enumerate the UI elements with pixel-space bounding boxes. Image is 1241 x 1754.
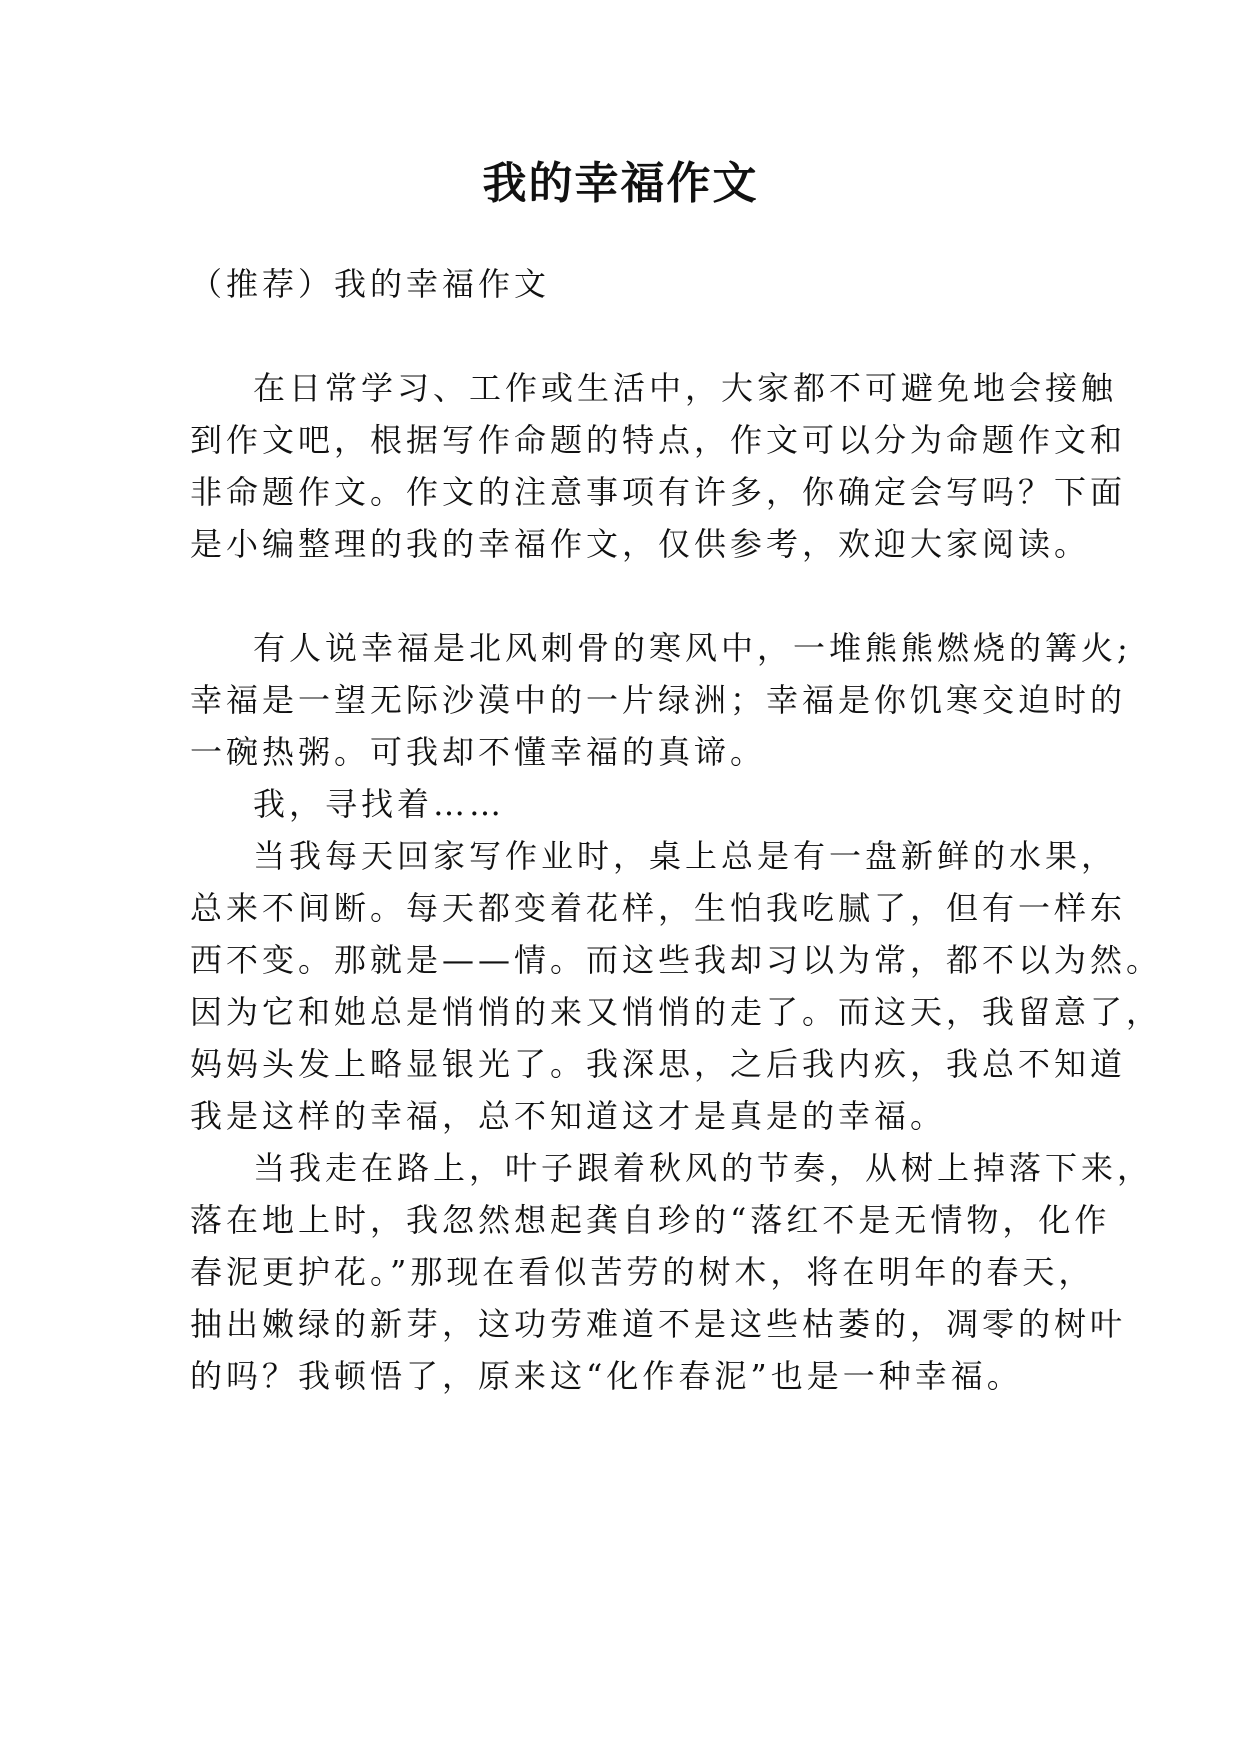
paragraph-line: 落在地上时，我忽然想起龚自珍的“落红不是无情物，化作: [190, 1201, 1111, 1239]
paragraph-line: 是小编整理的我的幸福作文，仅供参考，欢迎大家阅读。: [190, 525, 1091, 563]
paragraph-line: 总来不间断。每天都变着花样，生怕我吃腻了，但有一样东: [190, 889, 1127, 927]
paragraph-line: 一碗热粥。可我却不懂幸福的真谛。: [190, 733, 767, 771]
paragraph-line: 妈妈头发上略显银光了。我深思，之后我内疚，我总不知道: [190, 1045, 1127, 1083]
paragraph-line: 我，寻找着……: [253, 785, 506, 823]
document-subtitle: （推荐）我的幸福作文: [190, 265, 551, 303]
paragraph-line: 我是这样的幸福，总不知道这才是真是的幸福。: [190, 1097, 947, 1135]
paragraph-line: 因为它和她总是悄悄的来又悄悄的走了。而这天，我留意了，: [190, 993, 1163, 1031]
paragraph-line: 西不变。那就是——情。而这些我却习以为常，都不以为然。: [190, 941, 1163, 979]
paragraph-line: 当我走在路上，叶子跟着秋风的节奏，从树上掉落下来，: [253, 1149, 1154, 1187]
paragraph-line: 春泥更护花。”那现在看似苦劳的树木，将在明年的春天，: [190, 1253, 1095, 1291]
paragraph-line: 到作文吧，根据写作命题的特点，作文可以分为命题作文和: [190, 421, 1127, 459]
document-title: 我的幸福作文: [482, 158, 759, 209]
paragraph-line: 在日常学习、工作或生活中，大家都不可避免地会接触: [253, 369, 1118, 407]
paragraph-line: 抽出嫩绿的新芽，这功劳难道不是这些枯萎的，凋零的树叶: [190, 1305, 1127, 1343]
paragraph-line: 当我每天回家写作业时，桌上总是有一盘新鲜的水果，: [253, 837, 1118, 875]
paragraph-line: 非命题作文。作文的注意事项有许多，你确定会写吗？下面: [190, 473, 1127, 511]
paragraph-line: 幸福是一望无际沙漠中的一片绿洲；幸福是你饥寒交迫时的: [190, 681, 1127, 719]
paragraph-line: 的吗？我顿悟了，原来这“化作春泥”也是一种幸福。: [190, 1357, 1023, 1395]
paragraph-line: 有人说幸福是北风刺骨的寒风中，一堆熊熊燃烧的篝火;: [253, 629, 1132, 667]
